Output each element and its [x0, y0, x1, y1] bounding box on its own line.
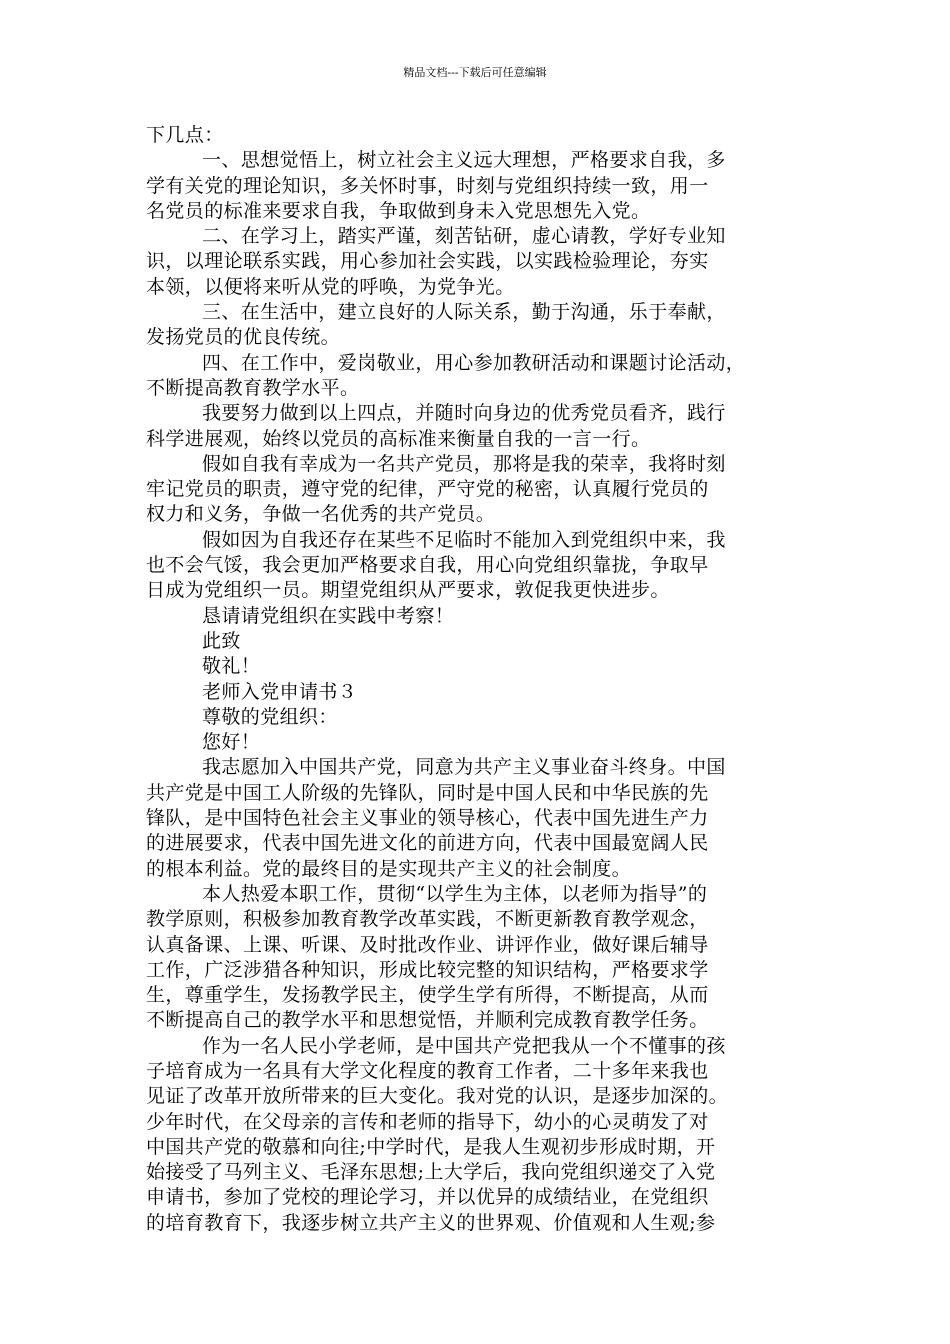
document-body: [146, 123, 814, 1236]
text-line: 锋队，是中国特色社会主义事业的领导核心，代表中国先进生产力: [146, 807, 709, 830]
text-line: 权力和义务，争做一名优秀的共产党员。: [146, 503, 496, 526]
text-line: 始接受了马列主义、毛泽东思想;上大学后，我向党组织递交了入党: [146, 1161, 716, 1184]
text-line: 的培育教育下，我逐步树立共产主义的世界观、价值观和人生观;参: [146, 1211, 716, 1234]
text-line: 牢记党员的职责，遵守党的纪律，严守党的秘密，认真履行党员的: [146, 478, 709, 501]
text-line: 本领，以便将来听从党的呼唤，为党争光。: [146, 275, 515, 298]
text-line: 学有关党的理论知识，多关怀时事，时刻与党组织持续一致，用一: [146, 174, 709, 197]
text-line: 尊敬的党组织：: [202, 705, 338, 728]
text-line: 生，尊重学生，发扬教学民主，使学生学有所得，不断提高，从而: [146, 984, 709, 1007]
text-line: 不断提高教育教学水平。: [146, 376, 360, 399]
text-line: 本人热爱本职工作，贯彻“以学生为主体，以老师为指导”的: [202, 882, 708, 905]
text-line: 少年时代，在父母亲的言传和老师的指导下，幼小的心灵萌发了对: [146, 1110, 709, 1133]
text-line: 发扬党员的优良传统。: [146, 326, 341, 349]
text-line: 共产党是中国工人阶级的先锋队，同时是中国人民和中华民族的先: [146, 781, 709, 804]
text-line: 申请书，参加了党校的理论学习，并以优异的成绩结业，在党组织: [146, 1186, 709, 1209]
text-line: 三、在生活中，建立良好的人际关系，勤于沟通，乐于奉献，: [202, 301, 726, 324]
text-line: 科学进展观，始终以党员的高标准来衡量自我的一言一行。: [146, 427, 651, 450]
text-line: 认真备课、上课、听课、及时批改作业、讲评作业，做好课后辅导: [146, 933, 709, 956]
text-line: 日成为党组织一员。期望党组织从严要求，敦促我更快进步。: [146, 579, 670, 602]
text-line: 假如因为自我还存在某些不足临时不能加入到党组织中来，我: [202, 528, 726, 551]
text-line: 的根本利益。党的最终目的是实现共产主义的社会制度。: [146, 857, 632, 880]
text-line: 一、思想觉悟上，树立社会主义远大理想，严格要求自我，多: [202, 149, 726, 172]
text-line: 恳请请党组织在实践中考察！: [202, 604, 455, 627]
text-line: 假如自我有幸成为一名共产党员，那将是我的荣幸，我将时刻: [202, 452, 726, 475]
text-line: 识，以理论联系实践，用心参加社会实践，以实践检验理论，夯实: [146, 250, 709, 273]
text-line: 我志愿加入中国共产党，同意为共产主义事业奋斗终身。中国: [202, 756, 726, 779]
text-line: 名党员的标准来要求自我，争取做到身未入党思想先入党。: [146, 199, 651, 222]
text-line: 子培育成为一名具有大学文化程度的教育工作者，二十多年来我也: [146, 1059, 709, 1082]
text-line: 四、在工作中，爱岗敬业，用心参加教研活动和课题讨论活动，: [202, 351, 746, 374]
text-line: 教学原则，积极参加教育教学改革实践，不断更新教育教学观念，: [146, 908, 709, 931]
text-line: 工作，广泛涉猎各种知识，形成比较完整的知识结构，严格要求学: [146, 958, 709, 981]
text-line: 不断提高自己的教学水平和思想觉悟，并顺利完成教育教学任务。: [146, 1009, 709, 1032]
text-line: 敬礼！: [202, 655, 261, 678]
text-line: 作为一名人民小学老师，是中国共产党把我从一个不懂事的孩: [202, 1034, 726, 1057]
text-line: 下几点：: [146, 124, 224, 146]
text-line: 此致: [202, 629, 241, 652]
text-line: 我要努力做到以上四点，并随时向身边的优秀党员看齐，践行: [202, 402, 726, 425]
text-line: 老师入党申请书３: [202, 680, 358, 703]
text-line: 也不会气馁，我会更加严格要求自我，用心向党组织靠拢，争取早: [146, 554, 709, 577]
text-line: 二、在学习上，踏实严谨，刻苦钻研，虚心请教，学好专业知: [202, 225, 726, 248]
text-line: 的进展要求，代表中国先进文化的前进方向，代表中国最宽阔人民: [146, 832, 709, 855]
text-line: 中国共产党的敬慕和向往;中学时代，是我人生观初步形成时期，开: [146, 1135, 716, 1158]
text-line: 您好！: [202, 731, 261, 754]
page-header: 精品文档---下载后可任意编辑: [403, 66, 547, 79]
text-line: 见证了改革开放所带来的巨大变化。我对党的认识，是逐步加深的。: [146, 1085, 729, 1108]
